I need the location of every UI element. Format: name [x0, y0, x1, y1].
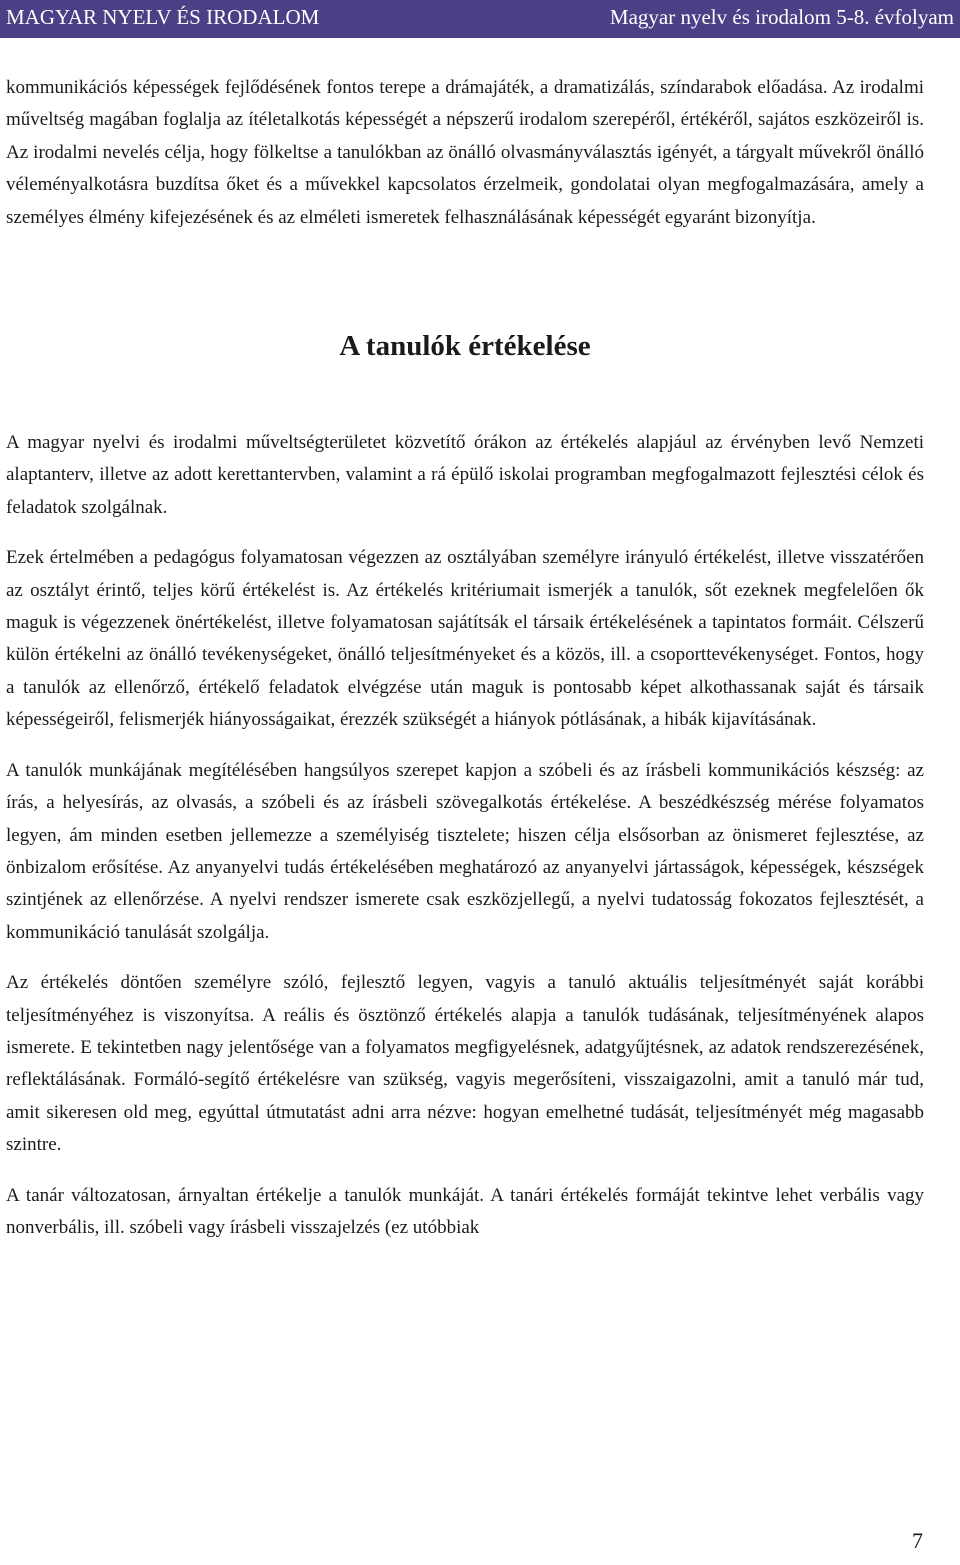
paragraph-1: A magyar nyelvi és irodalmi műveltségterületet közvetítő órákon az értékelés alapjául az érvényben levő Nemzeti alaptanterv, illetve az adott kerettantervben, valamint a rá épülő iskolai programban megfogalmazott fejlesztési célok és feladatok szolgálnak. — [6, 432, 924, 518]
paragraph-4: Az értékelés döntően személyre szóló, fejlesztő legyen, vagyis a tanuló aktuális teljesítményét saját korábbi teljesítményéhez is viszonyítsa. A reális és ösztönző értékelés alapja a tanulók tudásának, teljesítményének alapos ismerete. E tekintetben nagy jelentősége van a folyamatos megfigyelésnek, adatgyűjtésnek, az adatok rendszerezésének, reflektálásának. Formáló-segítő értékelésre van szükség, vagyis megerősíteni, visszaigazolni, amit a tanuló már tud, amit sikeresen old meg, egyúttal útmutatást adni arra nézve: hogyan emelhetné tudását, teljesítményét még magasabb szintre. — [6, 972, 924, 1156]
header-subject-title: MAGYAR NYELV ÉS IRODALOM — [6, 5, 320, 29]
header-grade-title: Magyar nyelv és irodalom 5-8. évfolyam — [609, 5, 954, 29]
paragraph-2: Ezek értelmében a pedagógus folyamatosan végezzen az osztályában személyre irányuló értékelést, illetve visszatérően az osztályt érintő, teljes körű értékelést is. Az értékelés kritériumait ismerjék a tanulók, sőt ezeknek megfelelően ők maguk is végezzenek önértékelést, illetve folyamatosan sajátítsák el társaik értékelésének a tapintatos formáit. Célszerű külön értékelni az önálló tevékenységeket, önálló teljesítményeket és a közös, ill. a csoporttevékenységet. Fontos, hogy a tanulók az ellenőrző, értékelő feladatok elvégzése után maguk is pontosabb képet alkothassanak saját és társaik képességeiről, felismerjék hiányosságaikat, érezzék szükségét a hiányok pótlásának, a hibák kijavításának. — [6, 547, 924, 731]
document-body — [6, 72, 924, 1244]
page-number: 7 — [912, 1528, 923, 1553]
paragraph-3: A tanulók munkájának megítélésében hangsúlyos szerepet kapjon a szóbeli és az írásbeli kommunikációs készség: az írás, a helyesírás, az olvasás, a szóbeli és az írásbeli szövegalkotás értékelése. A beszédkészség mérése folyamatos legyen, ám minden esetben jellemezze a személyiség tisztelete; hiszen célja elsősorban az önismeret fejlesztése, az önbizalom erősítése. Az anyanyelvi tudás értékelésében meghatározó az anyanyelvi jártasságok, képességek, készségek szintjének az ellenőrzése. A nyelvi rendszer ismerete csak eszközjellegű, a nyelvi tudatosság fokozatos fejlesztését, a kommunikáció tanulását szolgálja. — [6, 759, 924, 943]
section-heading: A tanulók értékelése — [339, 330, 591, 363]
intro-paragraph: kommunikációs képességek fejlődésének fontos terepe a drámajáték, a dramatizálás, színdarabok előadása. Az irodalmi műveltség magában foglalja az ítéletalkotás képességét a népszerű irodalom szerepéről, értékéről, sajátos eszközeiről is. Az irodalmi nevelés célja, hogy fölkeltse a tanulókban az önálló olvasmányválasztás igényét, a tárgyalt művekről önálló véleményalkotásra buzdítsa őket és a művekkel kapcsolatos érzelmeik, gondolatai olyan megfogalmazására, amely a személyes élmény kifejezésének és az elméleti ismeretek felhasználásának képességét egyaránt bizonyítja. — [6, 77, 924, 228]
paragraph-5: A tanár változatosan, árnyaltan értékelje a tanulók munkáját. A tanári értékelés formáját tekintve lehet verbális vagy nonverbális, ill. szóbeli vagy írásbeli visszajelzés (ez utóbbiak — [6, 1184, 924, 1238]
page-header — [0, 0, 960, 38]
